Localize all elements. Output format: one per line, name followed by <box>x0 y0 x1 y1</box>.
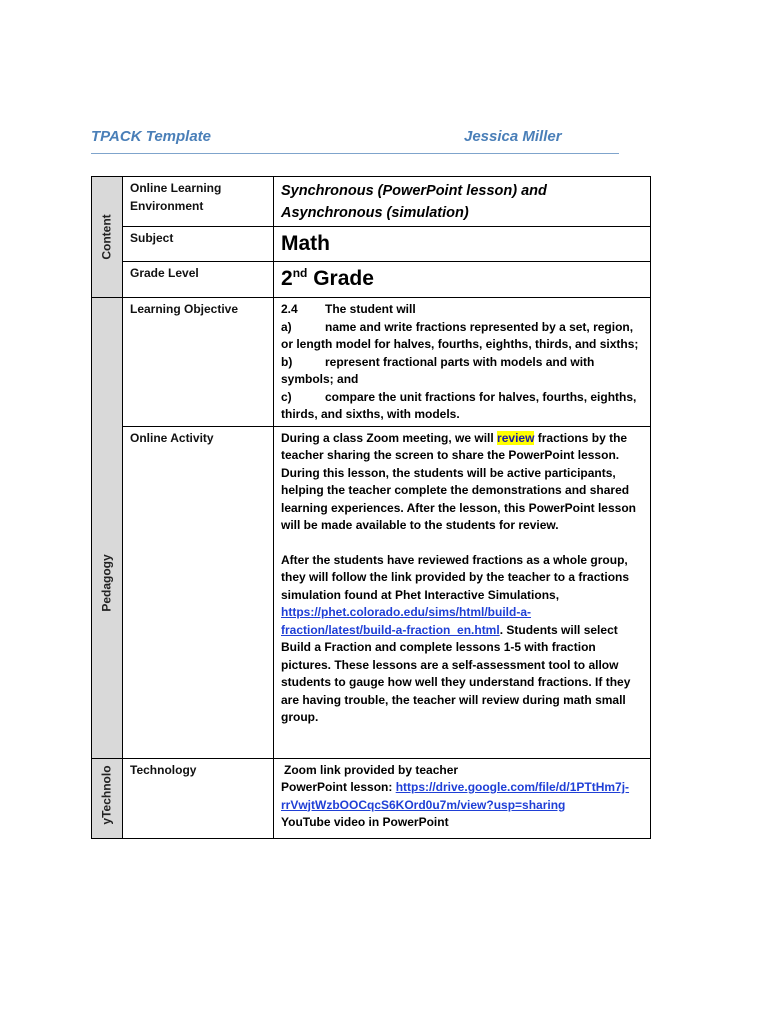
technology-value: Zoom link provided by teacher PowerPoint lesson: https://drive.google.com/file/d/1PTtHm7j-rrVwjtWzbOOCqcS6KOrd0u7m/view?usp=sharing YouTube video in PowerPoint <box>274 758 651 838</box>
objective-label: Learning Objective <box>123 298 274 427</box>
tpack-document <box>91 176 650 829</box>
section-label-content: Content <box>99 214 114 260</box>
activity-value: During a class Zoom meeting, we will review fractions by the teacher sharing the screen to share the PowerPoint lesson. During this lesson, the students will be active participants, helping the teacher complete the demonstrations and shared learning experiences. After the lesson, this PowerPoint lesson will be made available to the students for review. After the students have reviewed fractions as a whole group, they will follow the link provided by the teacher to a fractions simulation found at Phet Interactive Simulations, https://phet.colorado.edu/sims/html/build-a-fraction/latest/build-a-fraction_en.html. Students will select Build a Fraction and complete lessons 1-5 with fraction pictures. These lessons are a self-assessment tool to allow students to gauge how well they understand fractions. If they are having trouble, the teacher will review during math small group. <box>274 426 651 758</box>
highlighted-word: review <box>497 430 535 445</box>
table-row <box>92 298 651 427</box>
table-row <box>92 262 651 298</box>
section-label-technology: yTechnolo <box>99 764 114 825</box>
table-row <box>92 426 651 758</box>
phet-simulation-link[interactable]: https://phet.colorado.edu/sims/html/build-a-fraction/latest/build-a-fraction_en.html <box>281 605 532 637</box>
environment-value: Synchronous (PowerPoint lesson) and Asynchronous (simulation) <box>274 177 651 227</box>
section-label-pedagogy: Pedagogy <box>99 554 114 612</box>
table-row <box>92 758 651 838</box>
grade-value: 2nd Grade <box>274 262 651 298</box>
header-rule <box>91 153 619 154</box>
technology-label: Technology <box>123 758 274 838</box>
objective-value: 2.4 The student will a) name and write fractions represented by a set, region, or length model for halves, fourths, eighths, thirds, and sixths; b) represent fractional parts with models and with symbols; and c) compare the unit fractions for halves, fourths, eighths, thirds, and sixths, with models. <box>274 298 651 427</box>
section-technology <box>92 758 123 838</box>
subject-label: Subject <box>123 227 274 262</box>
environment-label: Online Learning Environment <box>123 177 274 227</box>
subject-value: Math <box>274 227 651 262</box>
document-title: TPACK Template <box>91 128 212 145</box>
table-row <box>92 177 651 227</box>
author-name: Jessica Miller <box>464 128 562 145</box>
section-content <box>92 177 123 298</box>
section-pedagogy <box>92 298 123 759</box>
powerpoint-link[interactable]: https://drive.google.com/file/d/1PTtHm7j-rrVwjtWzbOOCqcS6KOrd0u7m/view?usp=sharing <box>281 780 630 812</box>
tpack-table <box>91 176 651 839</box>
grade-label: Grade Level <box>123 262 274 298</box>
activity-label: Online Activity <box>123 426 274 758</box>
table-row <box>92 227 651 262</box>
